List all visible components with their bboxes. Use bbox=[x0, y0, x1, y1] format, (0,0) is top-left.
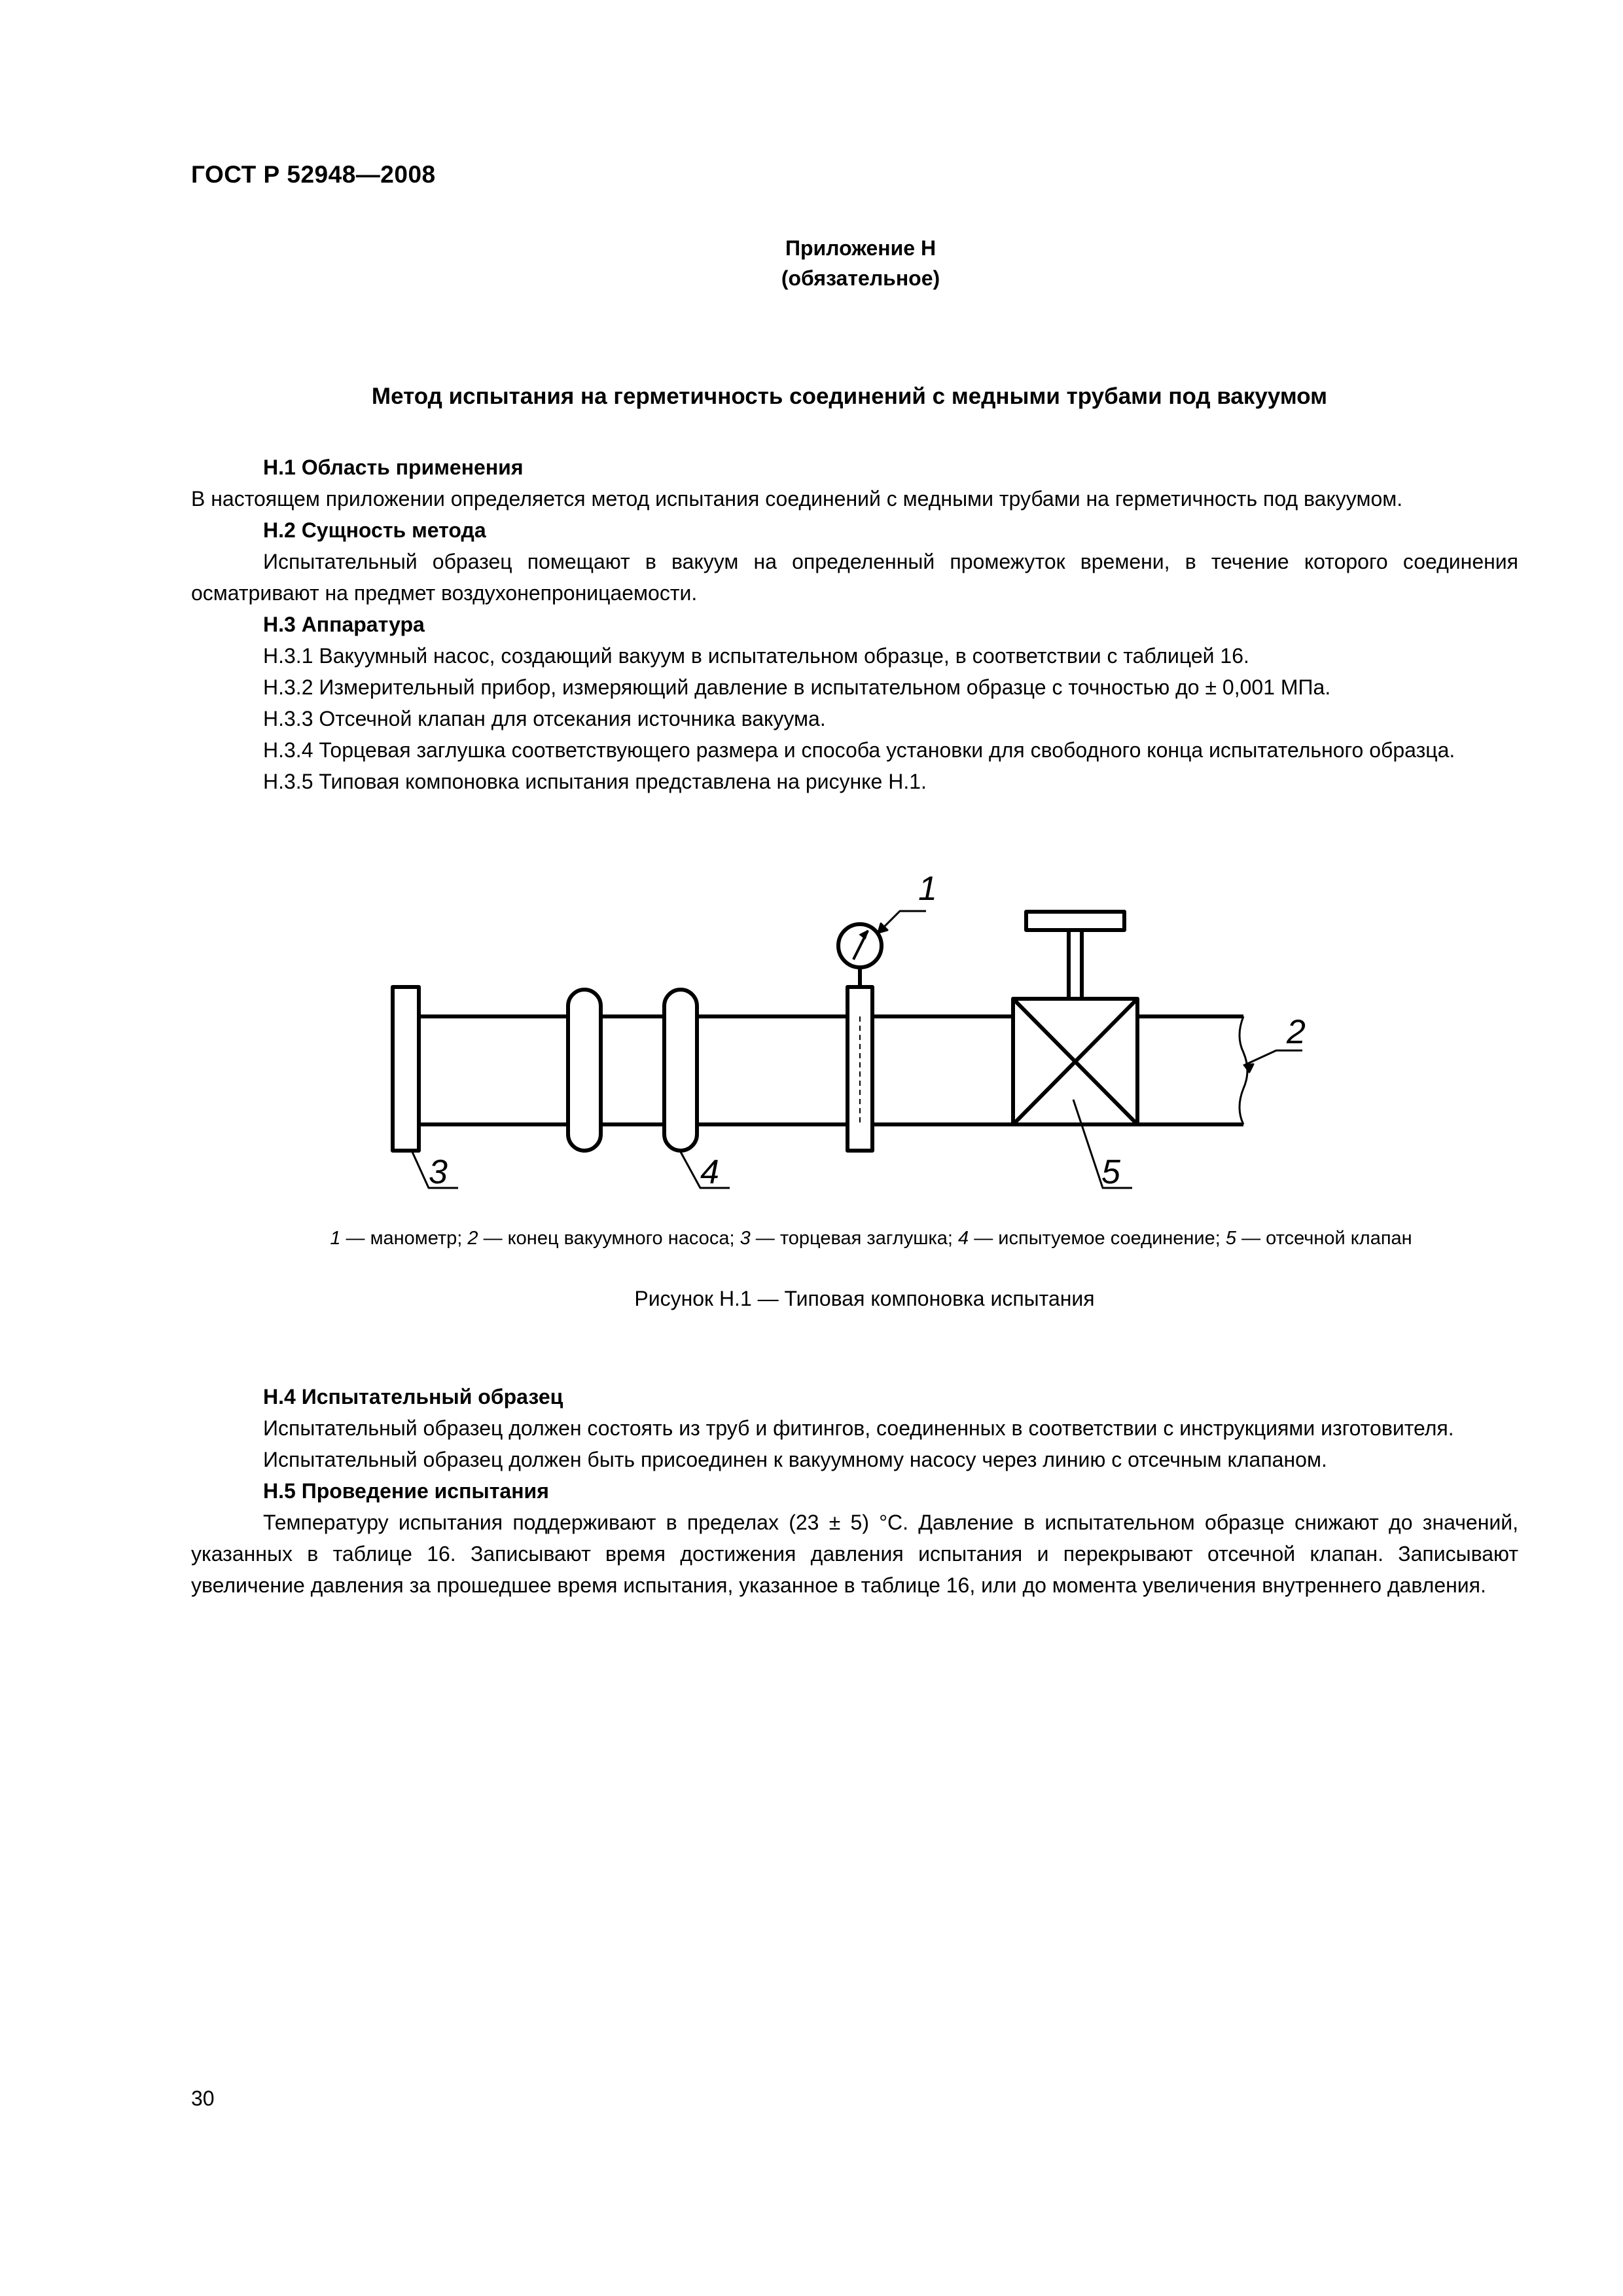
manometer-icon bbox=[838, 924, 882, 967]
section-heading: Н.2 Сущность метода bbox=[263, 518, 486, 542]
paragraph: Н.3.4 Торцевая заглушка соответствующего размера и способа установки для свободного конца испытательного образца. bbox=[263, 738, 1455, 762]
legend-text: — испытуемое соединение; bbox=[969, 1228, 1226, 1249]
section-heading: Н.3 Аппаратура bbox=[263, 613, 425, 636]
paragraph: Н.3.1 Вакуумный насос, создающий вакуум в испытательном образце, в соответствии с таблицей 16. bbox=[263, 644, 1249, 668]
legend-number: 2 bbox=[467, 1228, 478, 1249]
section-heading: Н.4 Испытательный образец bbox=[263, 1385, 563, 1408]
legend-number: 1 bbox=[330, 1228, 341, 1249]
paragraph: Испытательный образец должен состоять из труб и фитингов, соединенных в соответствии с инструкциями изготовителя. bbox=[263, 1416, 1454, 1440]
annex-title: Приложение Н bbox=[785, 236, 936, 260]
figure-label-1: 1 bbox=[918, 870, 937, 908]
gauge-flange bbox=[847, 967, 872, 1151]
tested-joint bbox=[568, 990, 697, 1151]
sections-bottom bbox=[191, 1381, 1518, 1601]
figure-label-3: 3 bbox=[429, 1153, 448, 1191]
annex-heading bbox=[0, 233, 1623, 293]
sections-top bbox=[191, 452, 1518, 797]
legend-text: — конец вакуумного насоса; bbox=[478, 1228, 740, 1249]
figure-label-4: 4 bbox=[700, 1153, 719, 1191]
test-layout-diagram bbox=[366, 864, 1309, 1204]
paragraph: В настоящем приложении определяется метод испытания соединений с медными трубами на герметичность под вакуумом. bbox=[191, 487, 1403, 511]
section-heading: Н.1 Область применения bbox=[263, 456, 524, 479]
paragraph: Испытательный образец помещают в вакуум на определенный промежуток времени, в течение которого соединения осматривают на предмет воздухонепроницаемости. bbox=[191, 550, 1518, 605]
legend-text: — торцевая заглушка; bbox=[750, 1228, 959, 1249]
pipe-break bbox=[1240, 1016, 1247, 1124]
section-heading: Н.5 Проведение испытания bbox=[263, 1479, 549, 1503]
document-id: ГОСТ Р 52948—2008 bbox=[191, 161, 436, 188]
legend-text: — манометр; bbox=[340, 1228, 468, 1249]
document-title: Метод испытания на герметичность соединений с медными трубами под вакуумом bbox=[371, 384, 1328, 409]
legend-number: 5 bbox=[1225, 1228, 1237, 1249]
legend-number: 3 bbox=[740, 1228, 751, 1249]
paragraph: Н.3.2 Измерительный прибор, измеряющий давление в испытательном образце с точностью до ± 0,001 МПа. bbox=[263, 675, 1331, 699]
legend-text: — отсечной клапан bbox=[1236, 1228, 1412, 1249]
paragraph: Температуру испытания поддерживают в пределах (23 ± 5) °С. Давление в испытательном образце снижают до значений, указанных в таблице 16. Записывают время достижения давления испытания и перекрывают отсечной клапан. Записывают увеличение давления за прошедшее время испытания, указанное в таблице 16, или до момента увеличения внутреннего давления. bbox=[191, 1511, 1518, 1597]
end-cap bbox=[393, 987, 419, 1151]
page-number: 30 bbox=[191, 2087, 215, 2110]
figure-legend bbox=[191, 1228, 1518, 1249]
figure-caption: Рисунок Н.1 — Типовая компоновка испытания bbox=[634, 1287, 1095, 1310]
figure-label-2: 2 bbox=[1287, 1013, 1306, 1051]
paragraph: Н.3.3 Отсечной клапан для отсекания источника вакуума. bbox=[263, 707, 826, 730]
legend-number: 4 bbox=[958, 1228, 969, 1249]
annex-type: (обязательное) bbox=[781, 266, 940, 290]
paragraph: Н.3.5 Типовая компоновка испытания представлена на рисунке Н.1. bbox=[263, 770, 927, 793]
paragraph: Испытательный образец должен быть присоединен к вакуумному насосу через линию с отсечным клапаном. bbox=[263, 1448, 1327, 1471]
figure-label-5: 5 bbox=[1101, 1153, 1120, 1191]
shutoff-valve-icon bbox=[1013, 912, 1137, 1124]
